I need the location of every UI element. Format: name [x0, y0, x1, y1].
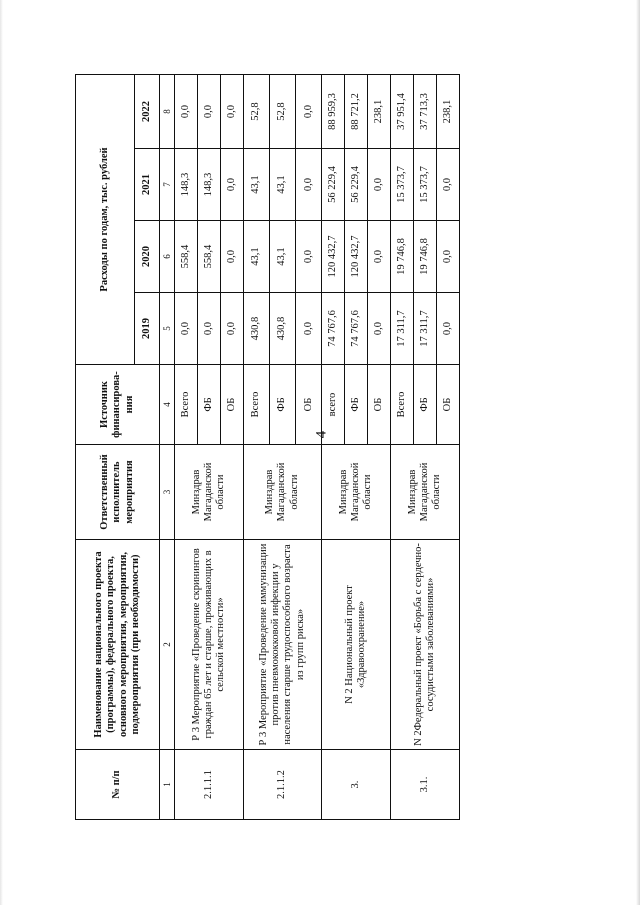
header-expenses: Расходы по годам, тыс. рублей — [76, 74, 135, 364]
value-cell: 56 229,4 — [345, 149, 368, 221]
funding-source: Всего — [243, 365, 269, 445]
value-cell: 430,8 — [243, 293, 269, 365]
value-cell: 43,1 — [269, 149, 295, 221]
measure-name: Р 3 Мероприятие «Проведение иммунизации против пневмококковой инфекции у населения старше трудоспособного возраста из групп риска» — [243, 540, 321, 750]
value-cell: 148,3 — [197, 149, 220, 221]
budget-table — [75, 74, 460, 820]
value-cell: 56 229,4 — [322, 149, 345, 221]
rotated-table-wrapper — [75, 75, 460, 820]
scan-edge-right — [636, 0, 640, 905]
value-cell: 430,8 — [269, 293, 295, 365]
value-cell: 238,1 — [368, 74, 391, 148]
table-row — [175, 74, 198, 819]
funding-source: ОБ — [220, 365, 243, 445]
value-cell: 0,0 — [220, 221, 243, 293]
funding-source: ОБ — [368, 365, 391, 445]
value-cell: 0,0 — [175, 293, 198, 365]
funding-source: ФБ — [269, 365, 295, 445]
row-number: 2.1.1.1 — [175, 750, 244, 820]
funding-source: Всего — [390, 365, 413, 445]
column-numbers-row — [160, 74, 175, 819]
funding-source: Всего — [175, 365, 198, 445]
value-cell: 0,0 — [436, 293, 459, 365]
funding-source: ФБ — [197, 365, 220, 445]
value-cell: 0,0 — [296, 221, 322, 293]
value-cell: 88 959,3 — [322, 74, 345, 148]
value-cell: 0,0 — [296, 293, 322, 365]
executor: Минздрав Магаданской области — [175, 445, 244, 540]
value-cell: 15 373,7 — [413, 149, 436, 221]
table-row — [390, 74, 413, 819]
value-cell: 52,8 — [269, 74, 295, 148]
value-cell: 0,0 — [197, 293, 220, 365]
value-cell: 43,1 — [269, 221, 295, 293]
value-cell: 88 721,2 — [345, 74, 368, 148]
header-year: 2022 — [135, 74, 160, 148]
value-cell: 37 713,3 — [413, 74, 436, 148]
column-number: 4 — [160, 365, 175, 445]
value-cell: 74 767,6 — [322, 293, 345, 365]
column-number: 6 — [160, 221, 175, 293]
table-row — [322, 74, 345, 819]
funding-source: всего — [322, 365, 345, 445]
value-cell: 120 432,7 — [345, 221, 368, 293]
header-no: № п/п — [76, 750, 160, 820]
value-cell: 74 767,6 — [345, 293, 368, 365]
header-executor: Ответственный исполнитель мероприятия — [76, 445, 160, 540]
measure-name: Р 3 Мероприятие «Проведение скринингов граждан 65 лет и старше, проживающих в сельской местности» — [175, 540, 244, 750]
column-number: 3 — [160, 445, 175, 540]
funding-source: ОБ — [296, 365, 322, 445]
column-number: 8 — [160, 74, 175, 148]
value-cell: 148,3 — [175, 149, 198, 221]
value-cell: 0,0 — [296, 149, 322, 221]
funding-source: ФБ — [345, 365, 368, 445]
value-cell: 37 951,4 — [390, 74, 413, 148]
column-number: 5 — [160, 293, 175, 365]
column-number: 1 — [160, 750, 175, 820]
value-cell: 19 746,8 — [413, 221, 436, 293]
row-number: 2.1.1.2 — [243, 750, 321, 820]
value-cell: 0,0 — [220, 293, 243, 365]
value-cell: 0,0 — [436, 149, 459, 221]
value-cell: 0,0 — [368, 149, 391, 221]
table-row — [243, 74, 269, 819]
value-cell: 0,0 — [368, 293, 391, 365]
value-cell: 120 432,7 — [322, 221, 345, 293]
row-number: 3. — [322, 750, 391, 820]
value-cell: 558,4 — [197, 221, 220, 293]
value-cell: 0,0 — [436, 221, 459, 293]
value-cell: 43,1 — [243, 149, 269, 221]
value-cell: 15 373,7 — [390, 149, 413, 221]
value-cell: 0,0 — [296, 74, 322, 148]
scan-edge-left — [0, 0, 3, 905]
value-cell: 19 746,8 — [390, 221, 413, 293]
measure-name: N 2Федеральный проект «Борьба с сердечно-сосудистыми заболеваниями» — [390, 540, 459, 750]
value-cell: 0,0 — [220, 74, 243, 148]
value-cell: 0,0 — [220, 149, 243, 221]
value-cell: 17 311,7 — [390, 293, 413, 365]
measure-name: N 2 Национальный проект «Здравоохранение» — [322, 540, 391, 750]
row-number: 3.1. — [390, 750, 459, 820]
header-name: Наименование национального проекта (программы), федерального проекта, основного мероприятия, мероприятия, подмероприятия (при необходимости) — [76, 540, 160, 750]
header-year: 2020 — [135, 221, 160, 293]
header-row — [76, 74, 135, 819]
column-number: 7 — [160, 149, 175, 221]
funding-source: ФБ — [413, 365, 436, 445]
value-cell: 558,4 — [175, 221, 198, 293]
executor: Минздрав Магаданской области — [390, 445, 459, 540]
column-number: 2 — [160, 540, 175, 750]
value-cell: 238,1 — [436, 74, 459, 148]
executor: Минздрав Магаданской области — [243, 445, 321, 540]
value-cell: 0,0 — [175, 74, 198, 148]
header-year: 2021 — [135, 149, 160, 221]
funding-source: ОБ — [436, 365, 459, 445]
page-number: 4 — [313, 430, 330, 439]
header-year: 2019 — [135, 293, 160, 365]
value-cell: 0,0 — [368, 221, 391, 293]
value-cell: 0,0 — [197, 74, 220, 148]
executor: Минздрав Магаданской области — [322, 445, 391, 540]
header-source: Источник финансирова-ния — [76, 365, 160, 445]
value-cell: 52,8 — [243, 74, 269, 148]
value-cell: 43,1 — [243, 221, 269, 293]
value-cell: 17 311,7 — [413, 293, 436, 365]
